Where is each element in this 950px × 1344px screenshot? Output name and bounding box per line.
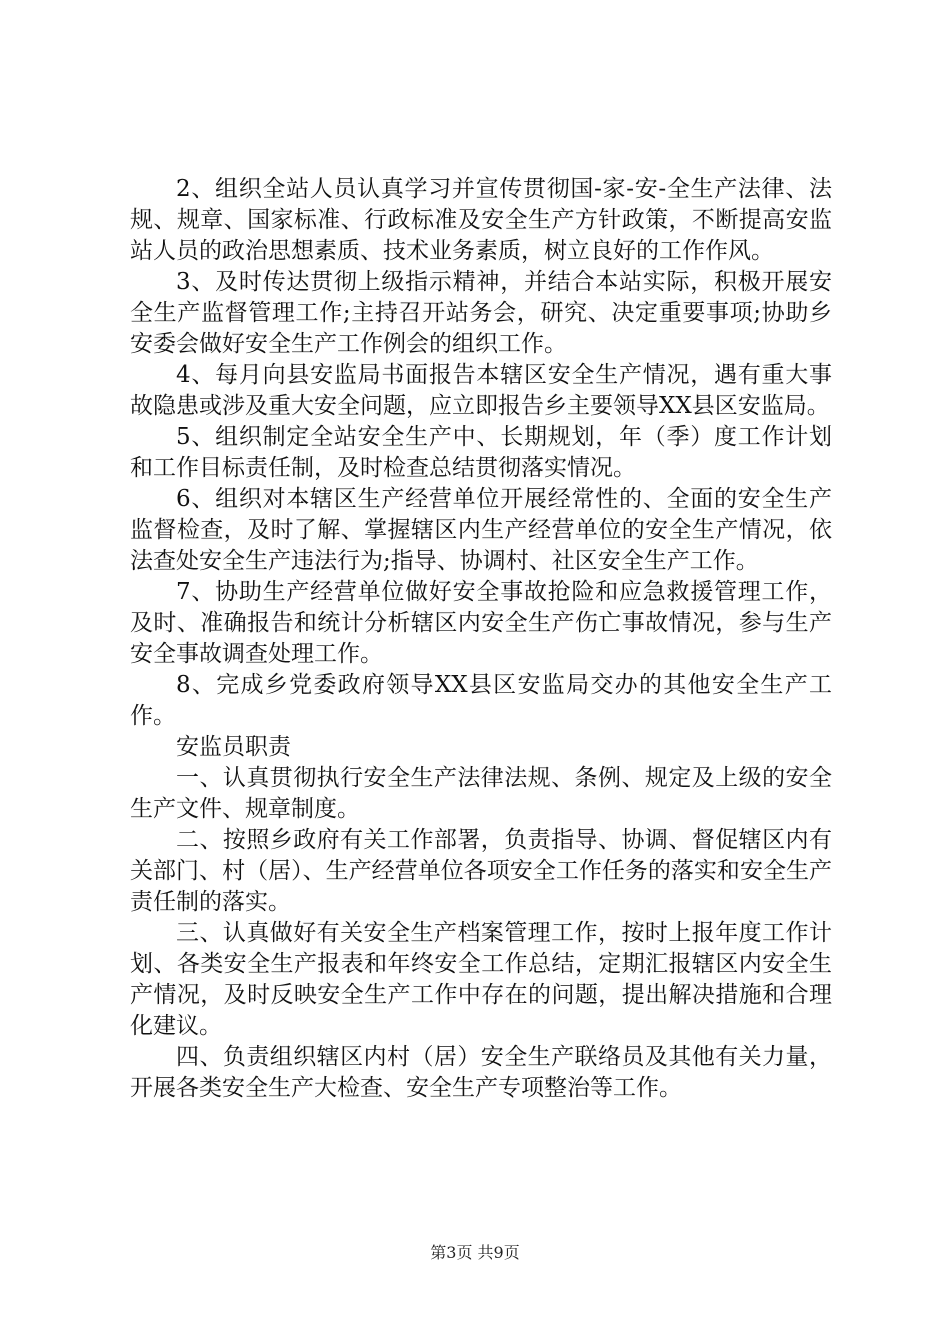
paragraph-duty-4: 四、负责组织辖区内村（居）安全生产联络员及其他有关力量，开展各类安全生产大检查、安全生产专项整治等工作。	[130, 1044, 832, 1101]
paragraph-item-7: 7、协助生产经营单位做好安全事故抢险和应急救援管理工作，及时、准确报告和统计分析辖区内安全生产伤亡事故情况，参与生产安全事故调查处理工作。	[130, 579, 832, 667]
paragraph-item-5: 5、组织制定全站安全生产中、长期规划，年（季）度工作计划和工作目标责任制，及时检查总结贯彻落实情况。	[130, 424, 832, 481]
paragraph-item-3: 3、及时传达贯彻上级指示精神，并结合本站实际，积极开展安全生产监督管理工作;主持召开站务会，研究、决定重要事项;协助乡安委会做好安全生产工作例会的组织工作。	[130, 269, 832, 357]
paragraph-item-8: 8、完成乡党委政府领导XX县区安监局交办的其他安全生产工作。	[130, 672, 832, 729]
paragraph-duty-1: 一、认真贯彻执行安全生产法律法规、条例、规定及上级的安全生产文件、规章制度。	[130, 765, 832, 822]
paragraph-duty-2: 二、按照乡政府有关工作部署，负责指导、协调、督促辖区内有关部门、村（居）、生产经营单位各项安全工作任务的落实和安全生产责任制的落实。	[130, 827, 832, 915]
paragraph-item-6: 6、组织对本辖区生产经营单位开展经常性的、全面的安全生产监督检查，及时了解、掌握辖区内生产经营单位的安全生产情况，依法查处安全生产违法行为;指导、协调村、社区安全生产工作。	[130, 486, 832, 574]
document-body	[130, 174, 832, 1104]
page-number-footer: 第3页 共9页	[430, 1243, 520, 1262]
paragraph-duty-3: 三、认真做好有关安全生产档案管理工作，按时上报年度工作计划、各类安全生产报表和年终安全工作总结，定期汇报辖区内安全生产情况，及时反映安全生产工作中存在的问题，提出解决措施和合理化建议。	[130, 920, 832, 1039]
section-heading-safety-officer-duties: 安监员职责	[176, 734, 291, 760]
paragraph-item-4: 4、每月向县安监局书面报告本辖区安全生产情况，遇有重大事故隐患或涉及重大安全问题，应立即报告乡主要领导XX县区安监局。	[130, 362, 832, 419]
paragraph-item-2: 2、组织全站人员认真学习并宣传贯彻国-家-安-全生产法律、法规、规章、国家标准、行政标准及安全生产方针政策，不断提高安监站人员的政治思想素质、技术业务素质，树立良好的工作作风。	[130, 176, 832, 264]
